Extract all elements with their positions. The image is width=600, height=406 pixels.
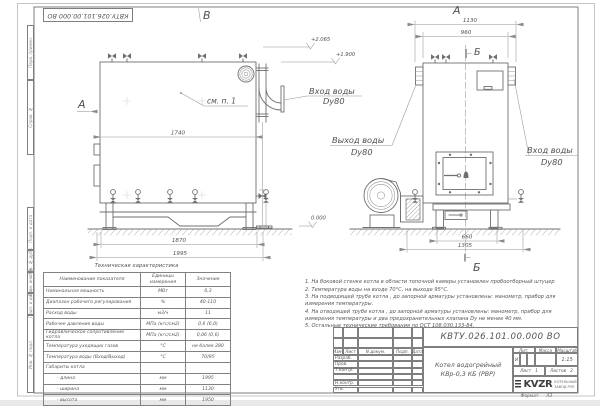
drain-valve-icon: [135, 190, 141, 203]
water-outlet-dn: Dy80: [351, 147, 373, 157]
mass-header: Масса: [535, 347, 557, 353]
note-3: 3. На подводящей трубе котла , до запорной арматуры установлены: манометр, прибор для измерения температуры.: [305, 294, 556, 308]
table-row: [44, 319, 231, 330]
section-mark-bottom: [465, 254, 481, 275]
support-frame-front: [433, 204, 511, 229]
table-cell: мм: [141, 384, 186, 395]
center-marks: [123, 97, 206, 199]
change-col-podp: Подп.: [393, 348, 412, 355]
see-note-annotation: [180, 92, 248, 106]
change-col-izm: Изм.: [333, 349, 343, 354]
drain-valve-icon: [110, 190, 116, 203]
strip-label: Взам. инв. №: [28, 268, 33, 297]
table-header-row: [44, 273, 231, 287]
section-b-top-label: Б: [474, 47, 481, 58]
elevation-zero: 0.000: [311, 215, 326, 222]
side-bottom-dims: [97, 232, 263, 261]
table-cell: °С: [141, 341, 186, 352]
table-cell: 70/95: [186, 352, 231, 363]
water-outlet-label: Выход воды: [332, 135, 385, 145]
strip-label: Подп. и дата: [28, 290, 33, 318]
dim-1740: 1740: [170, 130, 186, 137]
mass-value: [535, 353, 557, 366]
logo-bars-icon: [515, 380, 521, 389]
water-inlet-left-dn: Dy80: [323, 96, 345, 106]
drain-valve-icon: [167, 190, 173, 203]
dim-1305: 1305: [457, 243, 473, 249]
tech-table: [43, 272, 231, 406]
door-latch-icon: [464, 172, 469, 179]
format-label: Формат: [520, 393, 539, 399]
side-tab: [94, 165, 100, 186]
strip-label: Подп. и дата: [28, 214, 33, 243]
elevation-mid: +1.900: [336, 52, 356, 58]
format-value: А3: [546, 393, 553, 399]
scale-value: 1:15: [556, 353, 578, 366]
brand-subtitle-line1: КОТЕЛЬНЫЙ: [554, 380, 577, 385]
top-stamp-box: [43, 8, 133, 22]
table-row: [44, 341, 231, 352]
table-cell: 40-110: [186, 297, 231, 308]
view-a-front-label: А: [453, 4, 461, 17]
pipe-labels: [284, 79, 577, 167]
view-b-tick: [199, 8, 201, 22]
control-box: [477, 71, 503, 90]
role-utv: Утв.: [333, 387, 358, 394]
section-mark-top: [466, 47, 481, 58]
air-valve-icon: [489, 54, 497, 63]
table-cell: 0,3: [186, 287, 231, 298]
sheets-value: 2: [570, 368, 573, 374]
format-row: [495, 394, 578, 399]
top-stamp-code: КВТУ.026.101.00.000 ВО: [47, 12, 129, 20]
table-cell: °С: [141, 352, 186, 363]
tech-table-title: Техническая характеристика: [94, 263, 179, 269]
dim-660: 660: [461, 234, 473, 241]
drain-valve-icon: [192, 190, 198, 203]
role-razrab: Разраб.: [333, 355, 358, 361]
blower-fan: [363, 179, 423, 228]
top-flange-port: [238, 66, 254, 82]
dim-1870: 1870: [171, 238, 187, 244]
table-cell: мм: [141, 395, 186, 406]
water-inlet-right-dn: Dy80: [541, 157, 563, 167]
table-cell: Рабочее давление воды: [44, 319, 141, 330]
strip-label: Инв. № дубл.: [28, 246, 33, 276]
designation: КВТУ.026.101.00.000 ВО: [423, 327, 578, 347]
table-cell: Расход воды: [44, 308, 141, 319]
air-valve-icon: [239, 53, 247, 62]
table-row: [44, 384, 231, 395]
table-cell: - длина: [44, 373, 141, 384]
air-valve-icon: [123, 53, 131, 62]
table-row: [44, 330, 231, 341]
table-cell: Габариты котла: [44, 363, 141, 374]
lit-value: И: [513, 353, 520, 366]
scale-header: Масштаб: [557, 347, 578, 353]
water-inlet-left-label: Вход воды: [309, 86, 355, 96]
burner-duct: [406, 199, 420, 220]
table-cell: 0,6 (6,0): [186, 319, 231, 330]
table-cell: 0,06 (0,6): [186, 330, 231, 341]
note-1: 1. На боковой стенке котла в области топочной камеры установлен пробоотборный штуцер: [305, 279, 555, 285]
see-note-text: см. п. 1: [207, 96, 236, 106]
role-nkontr: Н.контр.: [333, 380, 358, 386]
table-cell: мм: [141, 373, 186, 384]
technical-notes: [305, 279, 579, 331]
table-cell: 11: [186, 308, 231, 319]
product-name-line1: Котел водогрейный: [434, 361, 502, 369]
table-cell: Диапазон рабочего регулирования: [44, 297, 141, 308]
table-header: Единицы измерения: [141, 273, 186, 287]
rear-pipes: [257, 64, 285, 228]
table-cell: Температура уходящих газов: [44, 341, 141, 352]
role-tkontr: Т.контр.: [333, 368, 358, 374]
table-cell: Температура воды (Вход/Выход): [44, 352, 141, 363]
strip-label: Перв. примен.: [28, 37, 33, 68]
table-cell: МПа (кгс/см2): [141, 330, 186, 341]
table-row: [44, 287, 231, 298]
table-header: Наименование показателя: [44, 273, 141, 287]
table-row: [44, 373, 231, 384]
sheet-label: Лист: [520, 368, 532, 374]
air-valve-icon: [108, 53, 116, 62]
sheet-value: 1: [535, 368, 538, 374]
table-cell: МВт: [141, 287, 186, 298]
title-block: [333, 327, 578, 393]
ground-left: [88, 229, 292, 235]
strip-label: Инв. № подл.: [28, 339, 33, 369]
table-cell: - высота: [44, 395, 141, 406]
table-cell: 1950: [186, 395, 231, 406]
table-cell: Номинальная мощность: [44, 287, 141, 298]
table-cell: МПа (кгс/см2): [141, 319, 186, 330]
support-frame-side: [100, 203, 256, 230]
ground-right: [350, 229, 560, 235]
table-row: [44, 352, 231, 363]
table-cell: 1130: [186, 384, 231, 395]
brand-subtitle-line2: ЗАВОД РЭП: [554, 384, 575, 389]
table-cell: [186, 363, 231, 374]
table-row: [44, 363, 231, 374]
table-cell: Гидравлическое сопротивление котла: [44, 330, 141, 341]
air-valve-icon: [431, 54, 439, 63]
table-cell: не более 280: [186, 341, 231, 352]
change-col-data: Дата: [412, 349, 423, 354]
section-b-bottom-label: Б: [473, 261, 481, 274]
air-valve-icon: [442, 54, 450, 63]
strip-label: Справ. №: [28, 107, 33, 128]
furnace-door: [436, 152, 493, 195]
brand-name: KVZR: [523, 379, 553, 390]
note-2: 2. Температура воды на входе 70°С, на выходе 95°С.: [305, 286, 449, 293]
product-name-line2: КВр-0,3 КБ (РВР): [440, 371, 496, 378]
note-4: 4. На отводящей трубе котла , до запорной арматуры установлены: манометр, прибор для измерения температуры и два предохранительных клапана Dу не менее 40 мм.: [305, 308, 552, 322]
side-tab: [94, 144, 100, 155]
dim-1130: 1130: [462, 18, 478, 24]
table-cell: [141, 363, 186, 374]
sheets-cell: [545, 366, 578, 376]
change-col-list: Лист: [343, 348, 358, 355]
table-row: [44, 297, 231, 308]
elevation-marks: [263, 37, 356, 228]
table-header: Значение: [186, 273, 231, 287]
table-cell: %: [141, 297, 186, 308]
sheets-label: Листов: [550, 368, 567, 374]
elevation-top: +2.065: [311, 37, 331, 43]
view-a-label: А: [78, 98, 86, 111]
note-5: 5. Остальные технические требования по ОСТ 108.030.133-84.: [305, 323, 475, 330]
air-valve-icon: [198, 53, 206, 62]
view-b-label: В: [203, 9, 211, 22]
table-cell: 1995: [186, 373, 231, 384]
role-prov: Пров.: [333, 361, 358, 367]
sheet-cell: [513, 366, 545, 376]
change-col-ndoc: N докум.: [358, 348, 393, 355]
dim-960: 960: [460, 30, 472, 36]
water-inlet-right-label: Вход воды: [527, 145, 573, 155]
table-cell: - ширина: [44, 384, 141, 395]
outlet-flange: [416, 67, 424, 85]
brand-subtitle: [554, 380, 576, 389]
lit-header: Лит.: [513, 347, 535, 353]
product-name: [423, 347, 513, 393]
table-row: [44, 395, 231, 406]
table-cell: м3/ч: [141, 308, 186, 319]
company-logo: [513, 376, 578, 393]
boiler-side-view: [77, 8, 292, 261]
dim-1995: 1995: [172, 251, 188, 257]
table-row: [44, 308, 231, 319]
side-valve-icon: [518, 190, 524, 203]
